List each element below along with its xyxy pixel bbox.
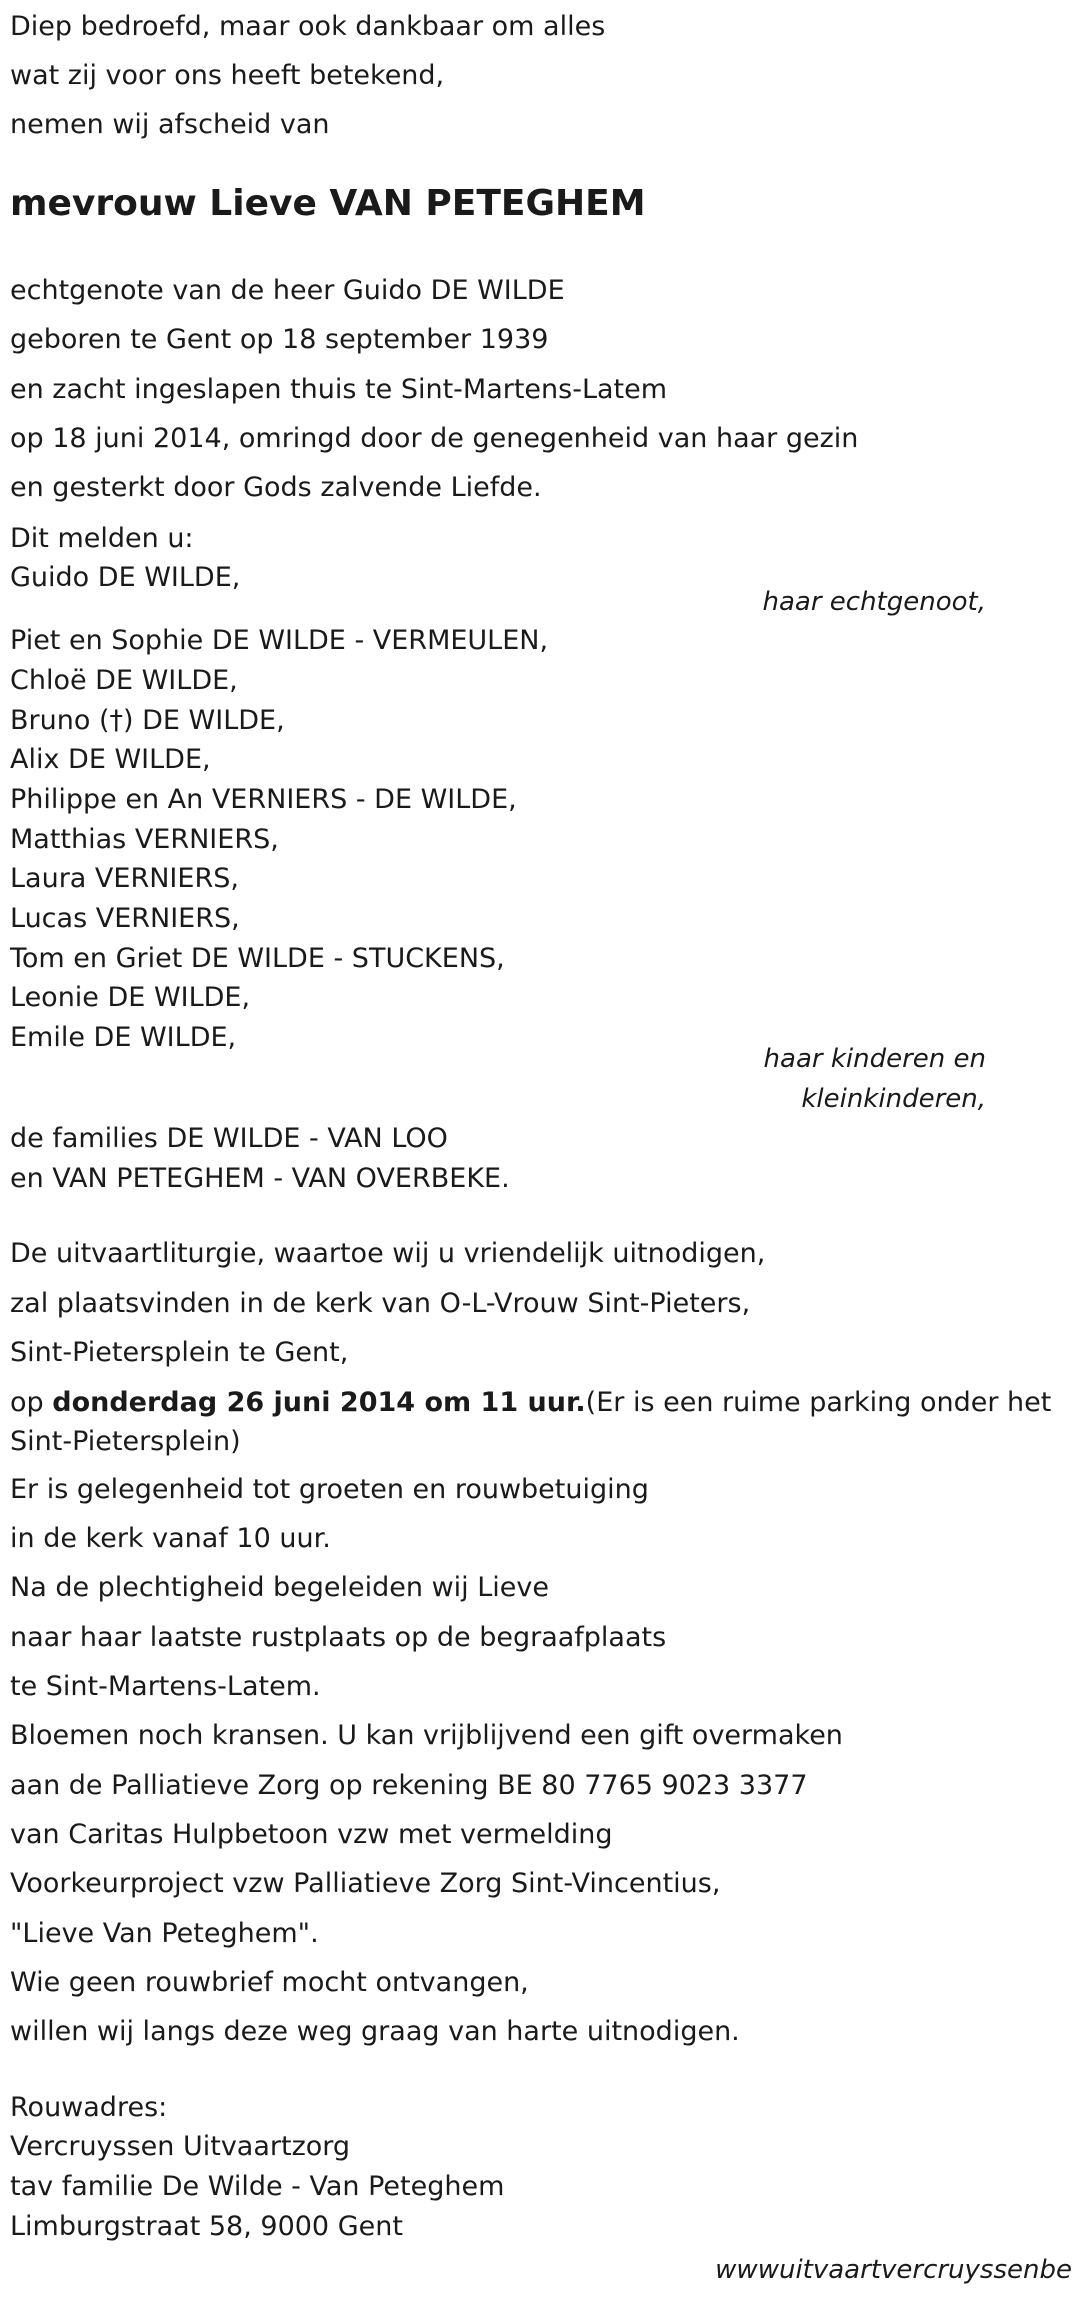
service-date: donderdag 26 juni 2014 om 11 uur. — [52, 1387, 586, 1418]
service-line: van Caritas Hulpbetoon vzw met vermelding — [10, 1819, 613, 1850]
address-line: Vercruyssen Uitvaartzorg — [10, 2131, 351, 2162]
children-role-line-2: kleinkinderen, — [801, 1084, 986, 1114]
address-label: Rouwadres: — [10, 2092, 168, 2123]
bio-line-3: en zacht ingeslapen thuis te Sint-Martens-Latem — [10, 374, 668, 405]
service-line: Bloemen noch kransen. U kan vrijblijvend een gift overmaken — [10, 1720, 843, 1751]
bio-line-2: geboren te Gent op 18 september 1939 — [10, 324, 549, 355]
service-line: Na de plechtigheid begeleiden wij Lieve — [10, 1572, 550, 1603]
families-line-2: en VAN PETEGHEM - VAN OVERBEKE. — [10, 1163, 510, 1194]
service-line: De uitvaartliturgie, waartoe wij u vriendelijk uitnodigen, — [10, 1238, 766, 1269]
family-member: Matthias VERNIERS, — [10, 824, 279, 855]
service-line: Sint-Pietersplein te Gent, — [10, 1337, 349, 1368]
family-member: Tom en Griet DE WILDE - STUCKENS, — [10, 943, 505, 974]
intro-line-2: wat zij voor ons heeft betekend, — [10, 60, 445, 91]
family-member: Alix DE WILDE, — [10, 744, 211, 775]
family-member: Lucas VERNIERS, — [10, 903, 240, 934]
address-line: Limburgstraat 58, 9000 Gent — [10, 2211, 403, 2242]
intro-line-3: nemen wij afscheid van — [10, 109, 330, 140]
service-line: zal plaatsvinden in de kerk van O-L-Vrouw Sint-Pieters, — [10, 1288, 751, 1319]
families-line-1: de families DE WILDE - VAN LOO — [10, 1123, 448, 1154]
service-line: naar haar laatste rustplaats op de begraafplaats — [10, 1622, 667, 1653]
family-member: Bruno (†) DE WILDE, — [10, 705, 285, 736]
family-member: Emile DE WILDE, — [10, 1022, 237, 1053]
bio-line-4: op 18 juni 2014, omringd door de genegenheid van haar gezin — [10, 423, 859, 454]
family-member: Philippe en An VERNIERS - DE WILDE, — [10, 784, 517, 815]
family-member: Chloë DE WILDE, — [10, 665, 238, 696]
family-member: Piet en Sophie DE WILDE - VERMEULEN, — [10, 625, 549, 656]
bio-line-1: echtgenote van de heer Guido DE WILDE — [10, 275, 565, 306]
bio-line-5: en gesterkt door Gods zalvende Liefde. — [10, 472, 542, 503]
service-date-suffix: (Er is een ruime parking onder het — [585, 1387, 1052, 1418]
service-line: aan de Palliatieve Zorg op rekening BE 80 7765 9023 3377 — [10, 1770, 808, 1801]
service-date-continuation: Sint-Pietersplein) — [10, 1426, 241, 1457]
spouse-role: haar echtgenoot, — [762, 587, 986, 617]
children-role-line-1: haar kinderen en — [763, 1044, 986, 1074]
address-line: tav familie De Wilde - Van Peteghem — [10, 2171, 505, 2202]
announce-label: Dit melden u: — [10, 523, 194, 554]
service-line: te Sint-Martens-Latem. — [10, 1671, 321, 1702]
footer-website: wwwuitvaartvercruyssenbe — [715, 2255, 1072, 2285]
deceased-name: mevrouw Lieve VAN PETEGHEM — [10, 183, 646, 224]
family-member: Laura VERNIERS, — [10, 863, 239, 894]
service-line: Voorkeurproject vzw Palliatieve Zorg Sint-Vincentius, — [10, 1868, 721, 1899]
service-date-prefix: op — [10, 1387, 53, 1418]
service-line: in de kerk vanaf 10 uur. — [10, 1523, 331, 1554]
service-line: willen wij langs deze weg graag van harte uitnodigen. — [10, 2016, 740, 2047]
intro-line-1: Diep bedroefd, maar ook dankbaar om alles — [10, 11, 606, 42]
family-member: Leonie DE WILDE, — [10, 982, 251, 1013]
service-date-line — [10, 1389, 1051, 1416]
service-line: Er is gelegenheid tot groeten en rouwbetuiging — [10, 1474, 649, 1505]
service-line: "Lieve Van Peteghem". — [10, 1918, 319, 1949]
spouse-name: Guido DE WILDE, — [10, 562, 241, 593]
service-line: Wie geen rouwbrief mocht ontvangen, — [10, 1967, 529, 1998]
